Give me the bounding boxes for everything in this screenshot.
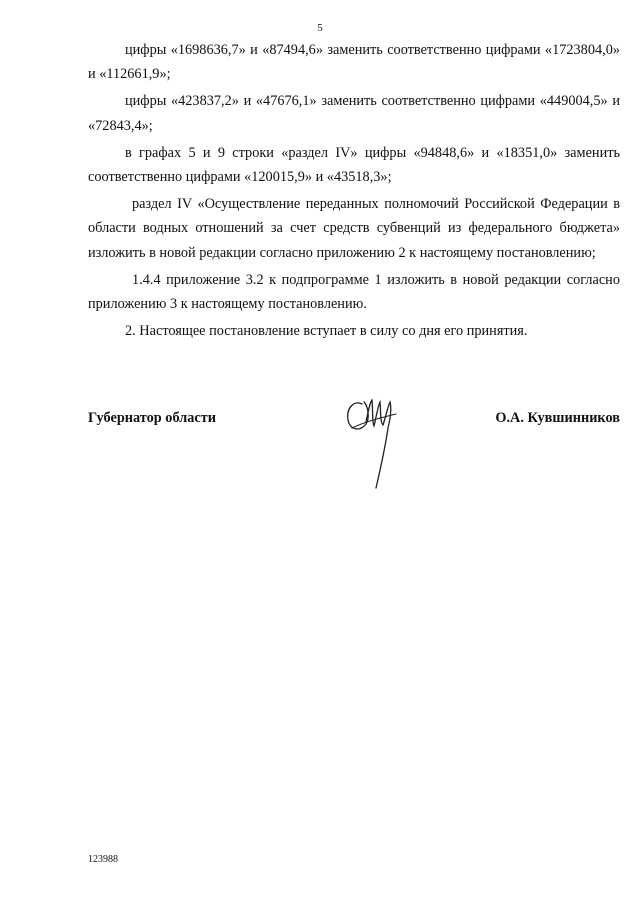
handwritten-signature <box>340 392 410 492</box>
paragraph-5: 1.4.4 приложение 3.2 к подпрограмме 1 изложить в новой редакции согласно приложению 3 к настоящему постановлению. <box>88 271 620 313</box>
document-id: 123988 <box>88 854 118 865</box>
signatory-name: О.А. Кувшинников <box>495 410 620 426</box>
paragraph-1: цифры «1698636,7» и «87494,6» заменить соответственно цифрами «1723804,0» и «112661,9»; <box>88 42 620 83</box>
document-body <box>88 38 620 346</box>
paragraph-2: цифры «423837,2» и «47676,1» заменить соответственно цифрами «449004,5» и «72843,4»; <box>88 93 620 134</box>
paragraph-3: в графах 5 и 9 строки «раздел IV» цифры «94848,6» и «18351,0» заменить соответственно цифрами «120015,9» и «43518,3»; <box>88 144 620 186</box>
paragraph-4: раздел IV «Осуществление переданных полномочий Российской Федерации в области водных отношений за счет средств субвенций из федерального бюджета» изложить в новой редакции согласно приложению 2 к настоящему постановлению; <box>88 196 620 261</box>
paragraph-6: 2. Настоящее постановление вступает в силу со дня его принятия. <box>125 323 528 340</box>
signatory-title: Губернатор области <box>88 410 217 426</box>
page-number: 5 <box>317 22 323 34</box>
